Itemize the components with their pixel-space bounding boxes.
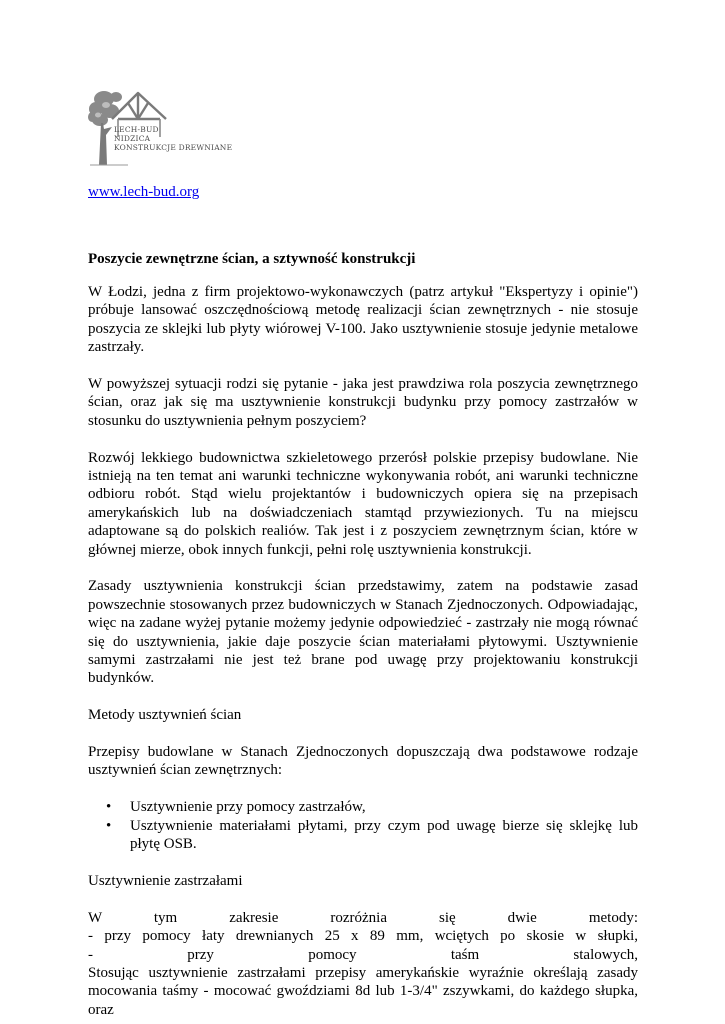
- tree-house-logo-icon: [88, 85, 248, 167]
- paragraph-last: [88, 909, 638, 1019]
- text-line: Stosując usztywnienie zastrzałami przepisy amerykańskie wyraźnie określają zasady mocowania taśmy - mocować gwoździami 8d lub 1-3/4" zszywkami, do każdego słupka, oraz: [88, 964, 638, 1018]
- paragraph: Zasady usztywnienia konstrukcji ścian przedstawimy, zatem na podstawie zasad powszechnie stosowanych przez budowniczych w Stanach Zjednoczonych. Odpowiadając, więc na zadane wyżej pytanie możemy jedynie odpowiedzieć - zastrzały nie mogą równać się do usztywnienia, jakie daje poszycie ścian materiałami płytowymi. Usztywnienie samymi zastrzałami nie jest też brane pod uwagę przy projektowaniu konstrukcji budynków.: [88, 578, 638, 687]
- text-line: - przy pomocy łaty drewnianych 25 x 89 mm, wciętych po skosie w słupki,: [88, 928, 638, 945]
- list-item: [106, 798, 638, 816]
- article-title: Poszycie zewnętrzne ścian, a sztywność konstrukcji: [88, 251, 416, 267]
- list-item-text: Usztywnienie przy pomocy zastrzałów,: [130, 799, 366, 816]
- bullet-icon: •: [106, 799, 112, 816]
- section-heading-bracing: Usztywnienie zastrzałami: [88, 872, 243, 889]
- paragraph: W powyższej sytuacji rodzi się pytanie - jaka jest prawdziwa rola poszycia zewnętrznego ścian, oraz jak się ma usztywnienie konstrukcji budynku przy pomocy zastrzałów w stosunku do usztywnienia pełnym poszyciem?: [88, 376, 638, 429]
- text-line: - przy pomocy taśm stalowych,: [88, 946, 638, 963]
- text-line: W tym zakresie rozróżnia się dwie metody:: [88, 909, 638, 926]
- website-link[interactable]: www.lech-bud.org: [88, 184, 200, 200]
- section-heading-methods: Metody usztywnień ścian: [88, 707, 242, 724]
- bullet-list: [88, 798, 638, 853]
- logo-line-tagline: KONSTRUKCJE DREWNIANE: [114, 143, 233, 152]
- paragraph: Przepisy budowlane w Stanach Zjednoczonych dopuszczają dwa podstawowe rodzaje usztywnień ścian zewnętrznych:: [88, 744, 638, 779]
- logo-line-company: LECH-BUD: [114, 125, 159, 134]
- paragraph: W Łodzi, jedna z firm projektowo-wykonawczych (patrz artykuł "Ekspertyzy i opinie") próbuje lansować oszczędnościową metodę realizacji ścian zewnętrznych - nie stosuje poszycia ze sklejki lub płyty wiórowej V-100. Jako usztywnienie stosuje jedynie metalowe zastrzały.: [88, 284, 638, 356]
- company-logo: [88, 85, 248, 167]
- list-item-text: Usztywnienie materiałami płytami, przy czym pod uwagę bierze się sklejkę lub płytę OSB.: [130, 817, 638, 853]
- bullet-icon: •: [106, 817, 112, 834]
- list-item: [106, 817, 638, 854]
- paragraph: Rozwój lekkiego budownictwa szkieletowego przerósł polskie przepisy budowlane. Nie istnieją na ten temat ani warunki techniczne wykonywania robót, ani warunki techniczne odbioru robót. Stąd wielu projektantów i budowniczych opiera się na przepisach amerykańskich lub na doświadczeniach stamtąd przywiezionych. Tu na miejscu adaptowane są do polskich realiów. Tak jest i z poszyciem zewnętrznym ścian, które w głównej mierze, obok innych funkcji, pełni rolę usztywnienia konstrukcji.: [88, 449, 638, 558]
- article-body: [88, 283, 638, 1019]
- logo-line-city: NIDZICA: [114, 134, 151, 143]
